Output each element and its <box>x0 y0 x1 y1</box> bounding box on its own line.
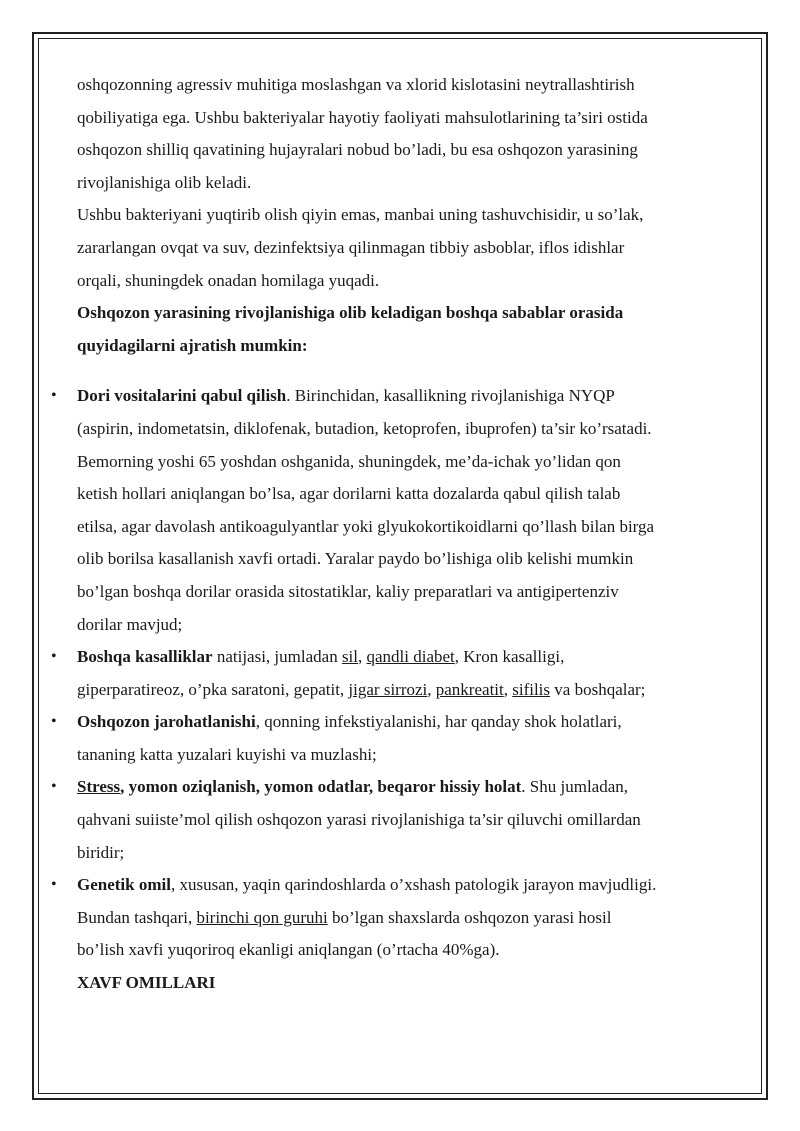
text-line: bo’lgan boshqa dorilar orasida sitostatiklar, kaliy preparatlari va antigipertenziv <box>77 581 619 601</box>
text-line: biridir; <box>77 842 125 862</box>
text-run: , <box>427 679 436 699</box>
text-line: . Shu jumladan, <box>521 777 629 797</box>
link-sil[interactable]: sil <box>341 647 358 667</box>
item-title: , yomon oziqlanish, yomon odatlar, beqaror hissiy holat <box>120 777 522 797</box>
section-heading <box>77 297 737 362</box>
text-line: rivojlanishiga olib keladi. <box>77 172 252 192</box>
item-title: Genetik omil <box>77 875 171 895</box>
document-body <box>77 69 737 1000</box>
list-item-genetic <box>77 869 737 967</box>
text-run: Bundan tashqari, <box>77 907 197 927</box>
heading-text: XAVF OMILLARI <box>77 973 216 993</box>
paragraph-transmission <box>77 199 737 297</box>
link-syphilis[interactable]: sifilis <box>512 679 551 699</box>
risk-factors-heading <box>77 967 737 1000</box>
list-item-diseases <box>77 641 737 706</box>
text-line: Bemorning yoshi 65 yoshdan oshganida, shuningdek, me’da-ichak yo’lidan qon <box>77 451 621 471</box>
text-run: , <box>358 647 367 667</box>
text-run: natijasi, jumladan <box>212 647 342 667</box>
text-line: oshqozonning agressiv muhitiga moslashgan va xlorid kislotasini neytrallashtirish <box>77 75 635 94</box>
text-line: olib borilsa kasallanish xavfi ortadi. Yaralar paydo bo’lishiga olib kelishi mumkin <box>77 549 634 569</box>
causes-list <box>77 380 737 967</box>
text-run: bo’lish xavfi yuqoriroq ekanligi aniqlangan (o’rtacha 40%ga). <box>77 940 500 960</box>
item-title: Dori vositalarini qabul qilish <box>77 386 287 406</box>
paragraph-bacteria <box>77 69 737 199</box>
text-run: , xususan, yaqin qarindoshlarda o’xshash patologik jarayon mavjudligi. <box>170 875 657 895</box>
link-stress[interactable]: Stress <box>77 777 121 797</box>
text-run: va boshqalar; <box>550 679 646 699</box>
text-run: , <box>503 679 513 699</box>
text-run: , Kron kasalligi, <box>454 647 565 667</box>
heading-line: Oshqozon yarasining rivojlanishiga olib keladigan boshqa sabablar orasida <box>77 303 624 323</box>
text-line: etilsa, agar davolash antikoagulyantlar yoki glyukokortikoidlarni qo’llash bilan birga <box>77 516 655 536</box>
text-run: bo’lgan shaxslarda oshqozon yarasi hosil <box>327 907 612 927</box>
item-title: Boshqa kasalliklar <box>77 647 213 667</box>
text-line: tananing katta yuzalari kuyishi va muzlashi; <box>77 744 377 764</box>
text-run: giperparatireoz, o’pka saratoni, gepatit, <box>77 679 349 699</box>
text-line: qobiliyatiga ega. Ushbu bakteriyalar hayotiy faoliyati mahsulotlarining ta’siri ostida <box>77 107 648 127</box>
text-line: zararlangan ovqat va suv, dezinfektsiya qilinmagan tibbiy asboblar, iflos idishlar <box>77 237 625 257</box>
heading-line: quyidagilarni ajratish mumkin: <box>77 335 308 355</box>
link-liver-cirrhosis[interactable]: jigar sirrozi <box>348 679 428 699</box>
list-item-stress <box>77 771 737 869</box>
text-line: oshqozon shilliq qavatining hujayralari nobud bo’ladi, bu esa oshqozon yarasining <box>77 140 638 160</box>
text-line: . Birinchidan, kasallikning rivojlanishiga NYQP <box>286 386 615 406</box>
text-line: Ushbu bakteriyani yuqtirib olish qiyin emas, manbai uning tashuvchisidir, u so’lak, <box>77 205 644 225</box>
list-item-medications <box>77 380 737 641</box>
text-line: qahvani suiiste’mol qilish oshqozon yarasi rivojlanishiga ta’sir qiluvchi omillardan <box>77 810 641 830</box>
text-line: dorilar mavjud; <box>77 614 183 634</box>
list-item-trauma <box>77 706 737 771</box>
link-pancreatitis[interactable]: pankreatit <box>435 679 504 699</box>
text-line: orqali, shuningdek onadan homilaga yuqadi. <box>77 270 380 290</box>
text-line: , qonning infekstiyalanishi, har qanday shok holatlari, <box>255 712 622 732</box>
link-diabetes[interactable]: qandli diabet <box>366 647 455 667</box>
link-blood-group[interactable]: birinchi qon guruhi <box>196 907 328 927</box>
item-title: Oshqozon jarohatlanishi <box>77 712 256 732</box>
text-line: (aspirin, indometatsin, diklofenak, butadion, ketoprofen, ibuprofen) ta’sir ko’rsatadi. <box>77 418 652 438</box>
text-line: ketish hollari aniqlangan bo’lsa, agar dorilarni katta dozalarda qabul qilish talab <box>77 484 621 504</box>
